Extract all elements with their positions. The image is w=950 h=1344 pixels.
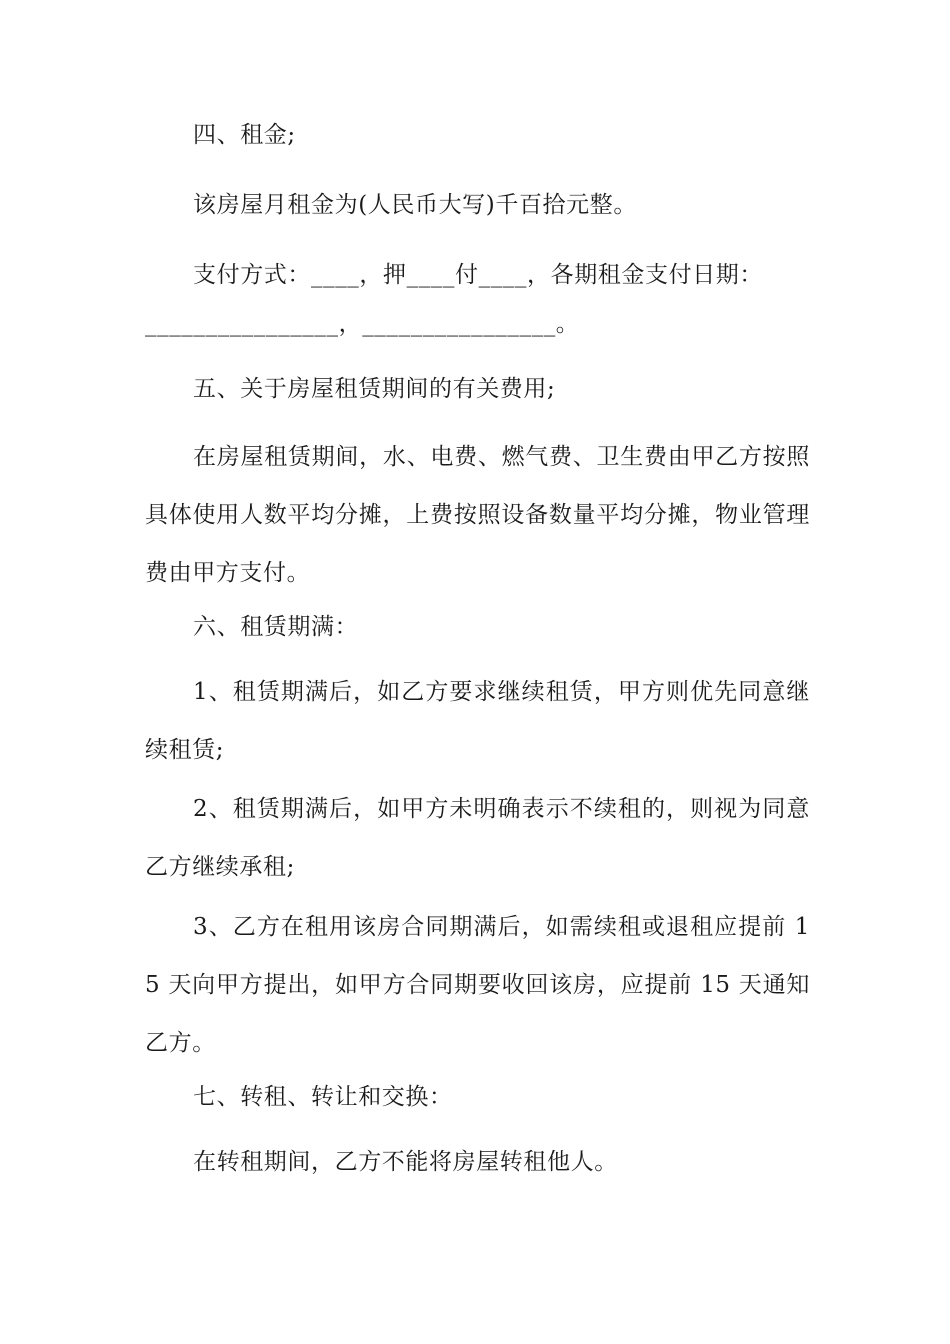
section-6-heading: 六、租赁期满： [193,614,359,640]
section-4-heading: 四、租金; [193,122,296,148]
lease-expiry-clause-2: 2、租赁期满后，如甲方未明确表示不续租的，则视为同意乙方继续承租; [145,796,810,880]
payment-method-text: 支付方式：____，押____付____，各期租金支付日期： [193,262,763,288]
expense-sharing-text: 在房屋租赁期间，水、电费、燃气费、卫生费由甲乙方按照具体使用人数平均分摊，上费按照设备数量平均分摊，物业管理费由甲方支付。 [145,444,810,586]
payment-dates-blanks: ________________，________________。 [145,311,580,337]
rent-amount-text: 该房屋月租金为(人民币大写)千百拾元整。 [193,192,637,218]
sublease-text: 在转租期间，乙方不能将房屋转租他人。 [193,1149,618,1175]
section-5-heading: 五、关于房屋租赁期间的有关费用; [193,376,556,402]
lease-expiry-clause-1: 1、租赁期满后，如乙方要求继续租赁，甲方则优先同意继续租赁; [145,679,810,763]
section-7-heading: 七、转租、转让和交换： [193,1084,453,1110]
lease-expiry-clause-3: 3、乙方在租用该房合同期满后，如需续租或退租应提前 15 天向甲方提出，如甲方合同期要收回该房，应提前 15 天通知乙方。 [145,914,810,1056]
